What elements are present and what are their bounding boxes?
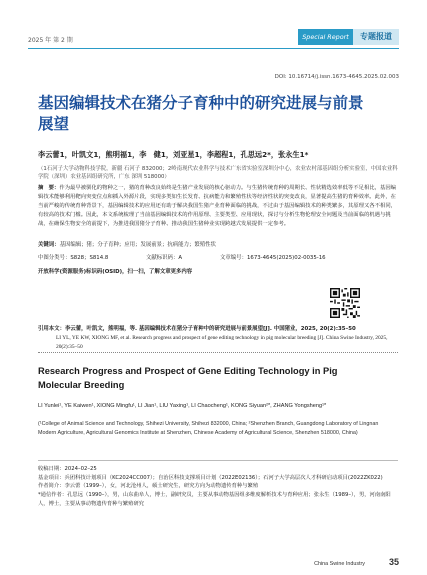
journal-name: China Swine Industry bbox=[314, 561, 365, 567]
keywords-label: 关键词： bbox=[38, 242, 60, 248]
header-divider bbox=[28, 48, 399, 49]
footnote-divider bbox=[38, 460, 398, 461]
authors-en: LI Yunlei¹, YE Kaiwen¹, XIONG Mingfu¹, LI Jian¹, LIU Yaxing¹, LI Chaocheng¹, KONG Siyuan²*, ZHANG Yongsheng¹* bbox=[38, 403, 327, 409]
qr-code[interactable] bbox=[330, 288, 360, 318]
osid-text: 开放科学(资源服务)标识码(OSID)，扫一扫，了解文章更多内容 bbox=[38, 269, 193, 275]
abstract-cn bbox=[38, 184, 398, 229]
keywords-text: 基因编辑；猪；分子育种；应用；发展前景；抗病能力；繁殖性状 bbox=[59, 242, 216, 248]
issue-label: 2025 年 第 2 期 bbox=[28, 37, 73, 44]
citation-label: 引用本文： bbox=[38, 326, 65, 332]
citation-cn: 李云蕾，叶凯文，熊明福，等. 基因编辑技术在猪分子育种中的研究进展与前景展望[J]. 中国猪业，2025, 20(2):35–50 bbox=[64, 326, 356, 332]
authors-cn: 李云蕾1，叶凯文1，熊明福1，李 健1，刘亚星1，李超程1，孔思远2*，张永生1* bbox=[38, 150, 309, 159]
corresponding-author: *通信作者：孔思远（1990–），男，山东曲阜人，博士，副研究员，主要从事动物基因组多维度解析技术与育种应用；张永生（1989–），男，河南南阳人，博士，主要从事动物遗传育种与繁殖研究 bbox=[38, 492, 391, 507]
affiliations-en: (¹College of Animal Science and Technology, Shihezi University, Shihezi 832000, China; ²Shenzhen Branch, Guangdong Laboratory of Lingnan Modern Agriculture, Agricultural Genomics Institute at Shenzhen, Chinese Academy of Agricultural Science, Shenzhen 518000, China) bbox=[38, 421, 379, 436]
title-en: Research Progress and Prospect of Gene Editing Technology in Pig Molecular Breeding bbox=[38, 366, 338, 390]
article-number: 文章编号：1673-4645(2025)02-0035-16 bbox=[220, 255, 326, 261]
clc-number: 中图分类号：S828；S814.8 bbox=[38, 255, 109, 261]
document-code: 文献标识码：A bbox=[146, 255, 183, 261]
page-number: 35 bbox=[388, 557, 399, 567]
title-cn: 基因编辑技术在猪分子育种中的研究进展与前景展望 bbox=[38, 94, 364, 133]
divider bbox=[38, 352, 398, 353]
section-banner-en: Special Report bbox=[298, 29, 353, 45]
received-date: 收稿日期：2024–02–25 bbox=[38, 466, 97, 472]
citation-en: LI YL, YE KW, XIONG MF, et al. Research progress and prospect of gene editing technology in pig molecular breeding [J]. China Swine Industry, 2025, 20(2):35–50 bbox=[56, 334, 388, 350]
doi: DOI: 10.16714/j.issn.1673-4645.2025.02.003 bbox=[274, 74, 399, 80]
funding: 基金项目：兵团科技计划项目（KC2024CC007）；自治区科技支撑项目计划（2022E02136）；石河子大学高层次人才科研启动项目(2022ZK022) bbox=[38, 474, 383, 481]
citation bbox=[38, 325, 398, 351]
section-banner-cn: 专题报道 bbox=[353, 29, 399, 45]
abstract-text: 作为最早被驯化的物种之一，猪的育种改良始终是生猪产业发展的核心驱动力。与生猪传统育种的周期长、性状精选效率低等不足相比，基因编辑技术能够利用靶向突变位点和插入外源片段，实现多类如生长发育、抗病能力和繁殖性状等经济性状的突变改良，显著提高生猪的育种效率。此外，在当前严峻的传统育种背景下，基因编辑技术的应用还有助于解决我国生猪产业育种面临的挑战，不过由于基因编辑技术的种类繁多，其原理又各不相同，有较高的技术门槛。因此，本文系统梳理了当前基因编辑技术的作用原理、主要类型、应用现状，探讨与分析生物伦理安全问题及当前面临的机遇与挑战，在确保生物安全的前提下，为推进我国猪分子育种、推动我国生猪种业实现跨越式发展提供一定参考。 bbox=[38, 185, 397, 227]
abstract-label: 摘 要： bbox=[38, 185, 60, 191]
keywords-cn bbox=[38, 240, 398, 248]
section-banner bbox=[298, 29, 399, 45]
author-intro: 作者简介：李云蕾（1999–），女，河北沧州人，硕士研究生，研究方向为动物遗传育种与繁殖 bbox=[38, 483, 259, 490]
footnotes bbox=[38, 465, 398, 509]
affiliations-cn: （1石河子大学动物科技学院，新疆 石河子 832000；2岭南现代农业科学与技术广东省实验室深圳分中心，农业农村部基因组分析实验室，中国农业科学院（深圳）农业基因组研究所，广东 深圳 518000） bbox=[38, 166, 398, 181]
